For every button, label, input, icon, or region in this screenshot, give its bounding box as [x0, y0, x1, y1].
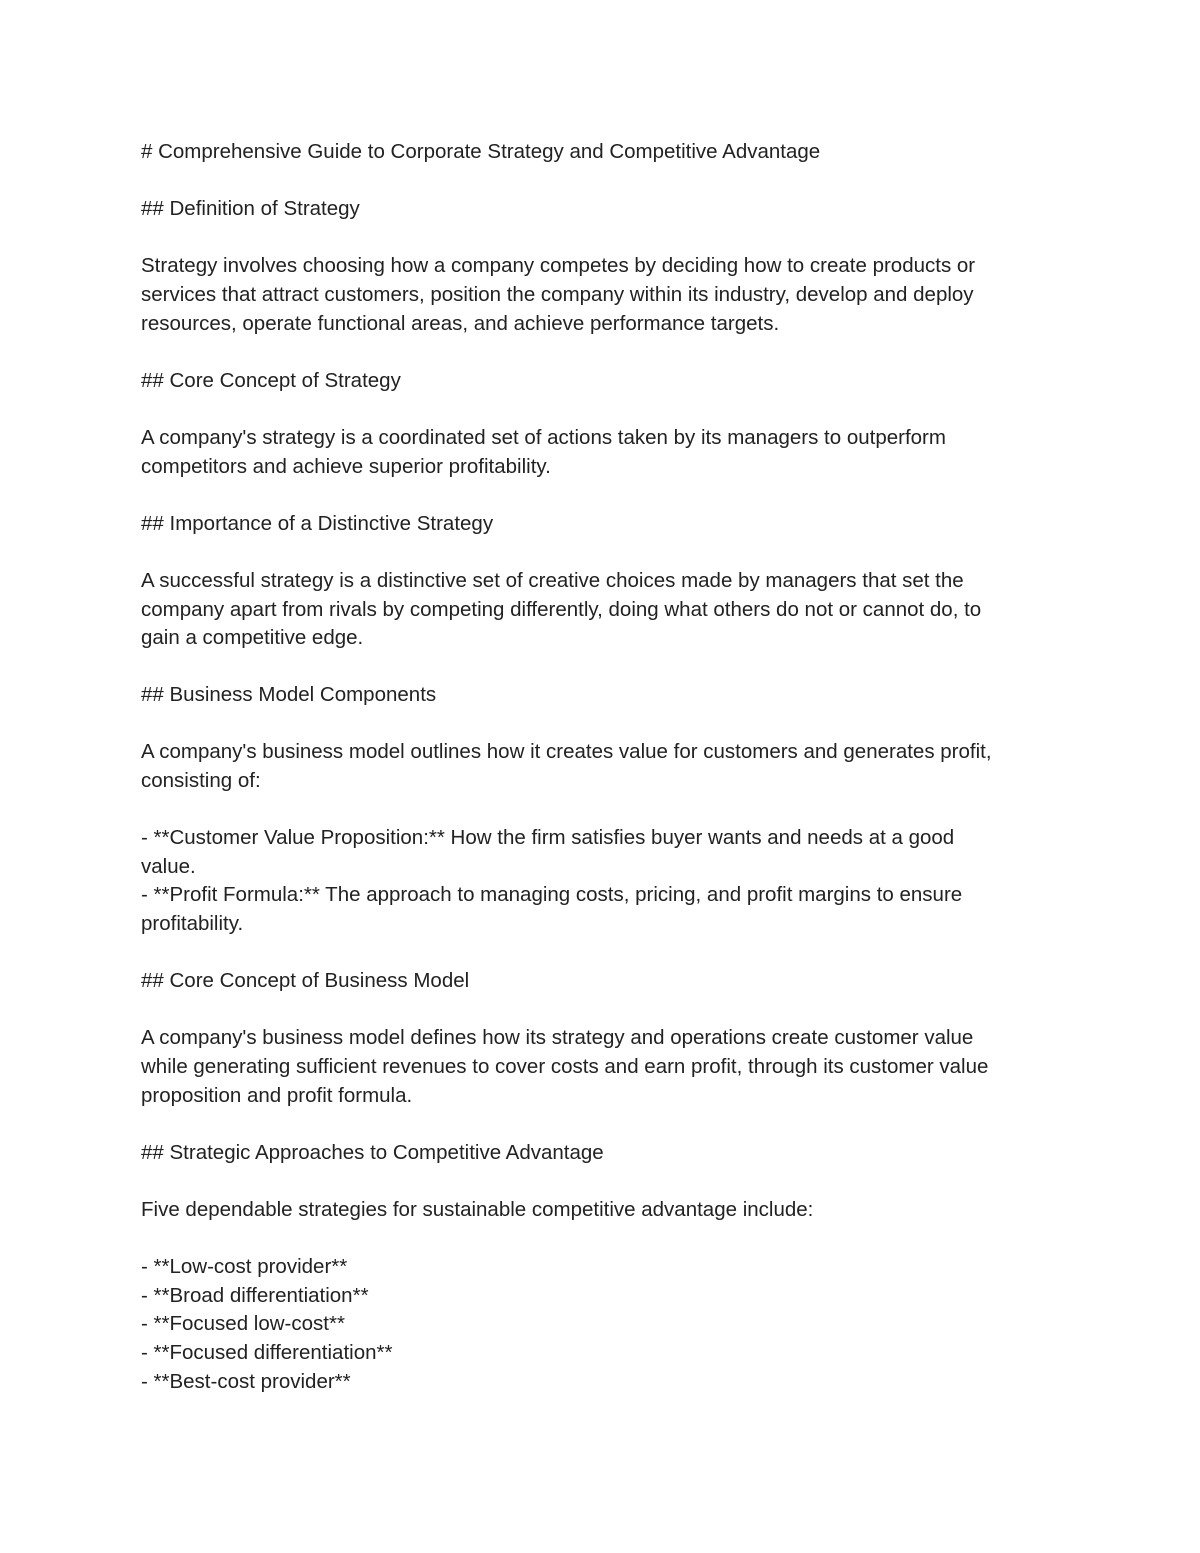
section-body-business-model-components: [141, 738, 1061, 795]
section-heading-core-concept-business-model: ## Core Concept of Business Model: [141, 969, 470, 993]
spacer: [141, 939, 1061, 968]
spacer: [141, 481, 1061, 510]
spacer: [141, 1167, 1061, 1196]
document-title: # Comprehensive Guide to Corporate Strategy and Competitive Advantage: [141, 140, 821, 163]
list-item: - **Customer Value Proposition:** How the firm satisfies buyer wants and needs at a good: [141, 826, 955, 850]
body-line: A company's business model defines how its strategy and operations create customer value: [141, 1026, 974, 1050]
body-line: competitors and achieve superior profitability.: [141, 454, 551, 478]
spacer: [141, 538, 1061, 567]
strategy-list: [141, 1253, 1061, 1396]
spacer: [141, 224, 1061, 253]
section-body-importance: [141, 567, 1061, 653]
spacer: [141, 1225, 1061, 1254]
section-heading-strategic-approaches: ## Strategic Approaches to Competitive Advantage: [141, 1140, 604, 1164]
body-line: A company's strategy is a coordinated set of actions taken by its managers to outperform: [141, 425, 946, 449]
spacer: [141, 996, 1061, 1025]
spacer: [141, 167, 1061, 196]
spacer: [141, 796, 1061, 825]
list-item: - **Best-cost provider**: [141, 1369, 351, 1393]
list-item: - **Focused differentiation**: [141, 1340, 393, 1364]
spacer: [141, 653, 1061, 682]
section-heading-business-model-components: ## Business Model Components: [141, 683, 437, 707]
list-item: - **Broad differentiation**: [141, 1283, 369, 1307]
body-line: consisting of:: [141, 769, 261, 793]
section-body-definition: [141, 252, 1061, 338]
spacer: [141, 338, 1061, 367]
spacer: [141, 395, 1061, 424]
body-line: Strategy involves choosing how a company competes by deciding how to create products or: [141, 254, 976, 278]
document-content: [141, 138, 1061, 1396]
section-body-strategic-approaches: [141, 1196, 1061, 1225]
section-heading-importance: ## Importance of a Distinctive Strategy: [141, 511, 494, 535]
section-body-core-concept-business-model: [141, 1024, 1061, 1110]
body-line: A company's business model outlines how it creates value for customers and generates profit,: [141, 740, 992, 764]
body-line: proposition and profit formula.: [141, 1083, 413, 1107]
section-heading-core-concept-strategy: ## Core Concept of Strategy: [141, 368, 401, 392]
list-item-continuation: value.: [141, 854, 196, 878]
body-line: services that attract customers, position the company within its industry, develop and deploy: [141, 282, 974, 306]
list-item: - **Profit Formula:** The approach to managing costs, pricing, and profit margins to ensure: [141, 883, 963, 907]
spacer: [141, 1110, 1061, 1139]
spacer: [141, 710, 1061, 739]
body-line: Five dependable strategies for sustainable competitive advantage include:: [141, 1197, 814, 1221]
body-line: gain a competitive edge.: [141, 626, 364, 650]
body-line: A successful strategy is a distinctive set of creative choices made by managers that set the: [141, 568, 964, 592]
list-item: - **Low-cost provider**: [141, 1255, 348, 1279]
component-list: [141, 824, 1061, 938]
body-line: while generating sufficient revenues to cover costs and earn profit, through its customer value: [141, 1055, 989, 1078]
list-item-continuation: profitability.: [141, 912, 244, 936]
section-heading-definition: ## Definition of Strategy: [141, 197, 360, 221]
body-line: company apart from rivals by competing differently, doing what others do not or cannot do, to: [141, 597, 982, 621]
section-body-core-concept-strategy: [141, 424, 1061, 481]
body-line: resources, operate functional areas, and achieve performance targets.: [141, 311, 780, 335]
list-item: - **Focused low-cost**: [141, 1312, 345, 1336]
